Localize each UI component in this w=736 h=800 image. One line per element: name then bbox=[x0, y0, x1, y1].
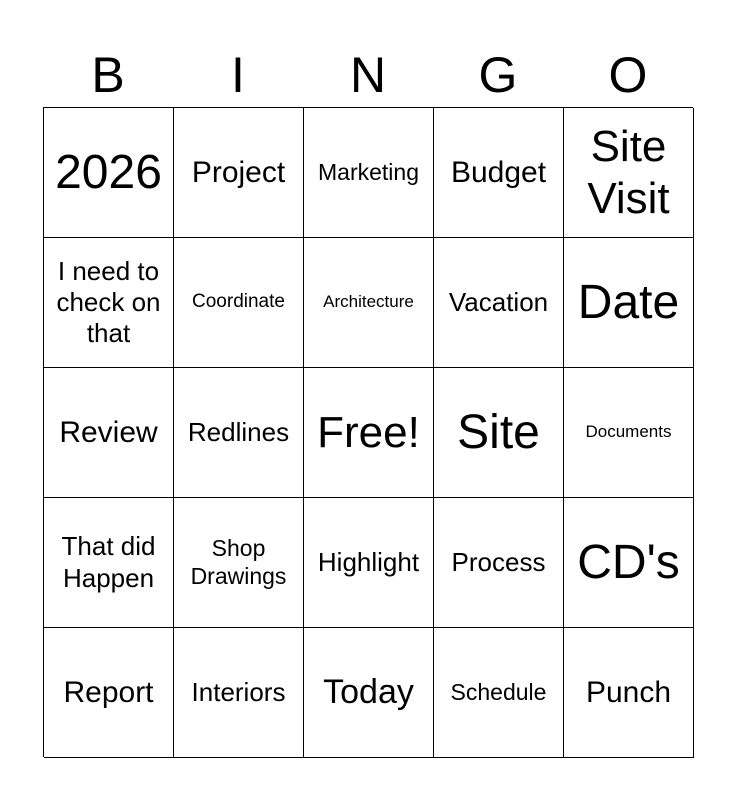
cell-label: CD's bbox=[577, 535, 680, 589]
bingo-cell[interactable] bbox=[564, 238, 694, 368]
bingo-cell[interactable] bbox=[434, 238, 564, 368]
header-letter-n: N bbox=[349, 47, 387, 103]
bingo-cell[interactable] bbox=[44, 498, 174, 628]
header-letter-i: I bbox=[231, 47, 245, 103]
bingo-cell[interactable] bbox=[564, 498, 694, 628]
header-letter-g: G bbox=[478, 47, 518, 103]
cell-label: Date bbox=[577, 275, 680, 329]
bingo-cell[interactable] bbox=[44, 108, 174, 238]
bingo-cell[interactable] bbox=[174, 628, 304, 758]
cell-label: That did Happen bbox=[61, 531, 156, 593]
cell-label: Review bbox=[59, 415, 158, 449]
cell-label: Today bbox=[323, 673, 414, 712]
bingo-cell[interactable] bbox=[174, 238, 304, 368]
bingo-cell[interactable] bbox=[44, 238, 174, 368]
cell-label: Budget bbox=[450, 155, 547, 189]
cell-label: 2026 bbox=[55, 145, 162, 199]
bingo-cell[interactable] bbox=[564, 628, 694, 758]
bingo-cell[interactable] bbox=[174, 108, 304, 238]
header-letter-b: B bbox=[91, 47, 125, 103]
cell-label: Project bbox=[191, 155, 286, 189]
bingo-cell[interactable] bbox=[174, 368, 304, 498]
bingo-cell[interactable] bbox=[434, 498, 564, 628]
cell-label: Highlight bbox=[317, 546, 420, 577]
bingo-board bbox=[43, 107, 693, 757]
cell-label: Vacation bbox=[448, 286, 549, 317]
bingo-cell[interactable] bbox=[564, 108, 694, 238]
cell-label: I need to check on that bbox=[56, 255, 161, 349]
bingo-header bbox=[43, 44, 693, 106]
cell-label: Interiors bbox=[191, 676, 286, 707]
bingo-cell[interactable] bbox=[174, 498, 304, 628]
bingo-cell[interactable] bbox=[304, 628, 434, 758]
bingo-cell[interactable] bbox=[44, 368, 174, 498]
cell-label: Coordinate bbox=[192, 291, 285, 313]
bingo-cell[interactable] bbox=[304, 238, 434, 368]
bingo-cell[interactable] bbox=[564, 368, 694, 498]
header-letter-o: O bbox=[608, 47, 648, 103]
cell-label: Free! bbox=[317, 407, 420, 457]
bingo-cell[interactable] bbox=[434, 108, 564, 238]
cell-label: Shop Drawings bbox=[190, 534, 287, 589]
cell-label: Redlines bbox=[187, 416, 290, 447]
bingo-cell free-space[interactable] bbox=[304, 368, 434, 498]
cell-label: Marketing bbox=[318, 158, 419, 185]
bingo-cell[interactable] bbox=[304, 498, 434, 628]
cell-label: Schedule bbox=[450, 678, 547, 705]
bingo-cell[interactable] bbox=[434, 628, 564, 758]
cell-label: Report bbox=[63, 675, 154, 709]
bingo-cell[interactable] bbox=[304, 108, 434, 238]
cell-label: Site Visit bbox=[587, 121, 670, 223]
cell-label: Documents bbox=[585, 422, 672, 442]
cell-label: Process bbox=[451, 546, 546, 577]
cell-label: Site bbox=[457, 405, 540, 459]
cell-label: Architecture bbox=[323, 292, 414, 312]
bingo-cell[interactable] bbox=[434, 368, 564, 498]
cell-label: Punch bbox=[585, 675, 672, 709]
bingo-cell[interactable] bbox=[44, 628, 174, 758]
